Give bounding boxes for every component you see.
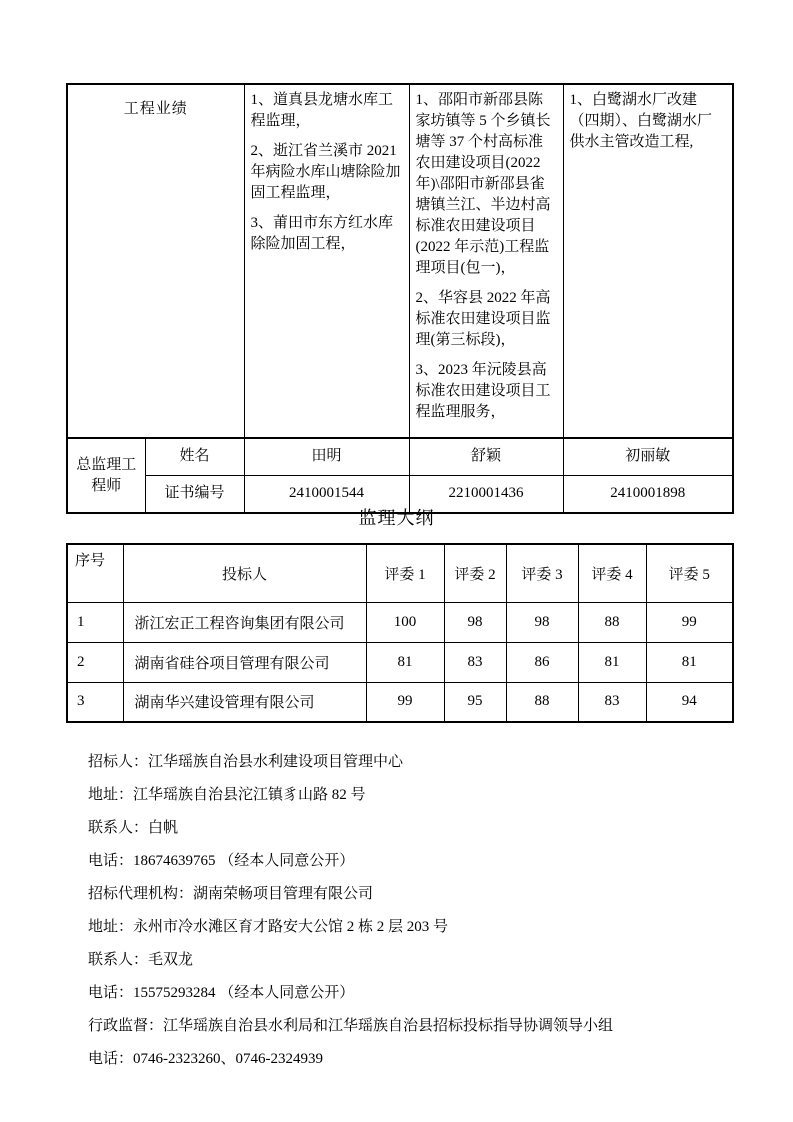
performance-label: 工程业绩 — [67, 84, 244, 438]
chief-name-row — [67, 438, 733, 475]
section-title: 监理大纲 — [358, 508, 435, 528]
score-value: 88 — [578, 602, 646, 642]
project-item: 2、华容县 2022 年高标准农田建设项目监理(第三标段)， — [415, 290, 551, 348]
index-header: 序号 — [67, 544, 123, 602]
tenderer-phone-line: 电话：18674639765 （经本人同意公开） — [88, 853, 355, 869]
chief-engineer-label: 总监理工程师 — [67, 438, 145, 513]
performance-cell-bidder-2 — [409, 84, 563, 438]
judge-header-1: 评委 1 — [366, 544, 444, 602]
performance-table — [66, 83, 734, 514]
bidder-name: 湖南华兴建设管理有限公司 — [123, 682, 366, 722]
score-value: 81 — [366, 642, 444, 682]
score-value: 88 — [506, 682, 578, 722]
certificate-number: 2410001898 — [563, 475, 733, 513]
project-item: 1、邵阳市新邵县陈家坊镇等 5 个乡镇长塘等 37 个村高标准农田建设项目(2022 年)\邵阳市新邵县雀塘镇兰江、半边村高标准农田建设项目(2022 年示范)工程监理项目(包一)， — [415, 92, 551, 276]
score-value: 83 — [578, 682, 646, 722]
score-value: 99 — [646, 602, 733, 642]
agency-address-line: 地址：永州市冷水滩区育才路安大公馆 2 栋 2 层 203 号 — [88, 919, 449, 935]
certificate-number: 2210001436 — [409, 475, 563, 513]
score-value: 86 — [506, 642, 578, 682]
score-table-header-row — [67, 544, 733, 602]
bidder-name: 浙江宏正工程咨询集团有限公司 — [123, 602, 366, 642]
certificate-number: 2410001544 — [244, 475, 409, 513]
score-value: 95 — [444, 682, 506, 722]
bidder-name: 湖南省硅谷项目管理有限公司 — [123, 642, 366, 682]
row-index: 2 — [67, 642, 123, 682]
agency-line: 招标代理机构：湖南荣畅项目管理有限公司 — [88, 886, 374, 902]
supervision-line: 行政监督：江华瑶族自治县水利局和江华瑶族自治县招标投标指导协调领导小组 — [88, 1018, 614, 1034]
score-value: 83 — [444, 642, 506, 682]
project-item: 1、道真县龙塘水库工程监理， — [250, 92, 394, 129]
tenderer-address-line: 地址：江华瑶族自治县沱江镇豸山路 82 号 — [88, 787, 366, 803]
project-item: 3、莆田市东方红水库除险加固工程， — [250, 215, 394, 252]
chief-name: 舒颖 — [409, 438, 563, 475]
judge-header-4: 评委 4 — [578, 544, 646, 602]
performance-row — [67, 84, 733, 438]
judge-header-3: 评委 3 — [506, 544, 578, 602]
agency-phone-line: 电话：15575293284 （经本人同意公开） — [88, 985, 355, 1001]
table-row — [67, 642, 733, 682]
project-item: 1、白鹭湖水厂改建（四期）、白鹭湖水厂供水主管改造工程, — [569, 92, 713, 150]
tenderer-line: 招标人：江华瑶族自治县水利建设项目管理中心 — [88, 754, 404, 770]
row-index: 1 — [67, 602, 123, 642]
row-index: 3 — [67, 682, 123, 722]
score-value: 94 — [646, 682, 733, 722]
table-row — [67, 602, 733, 642]
score-table — [66, 543, 734, 723]
name-row-label: 姓名 — [145, 438, 244, 475]
performance-cell-bidder-1 — [244, 84, 409, 438]
certificate-row-label: 证书编号 — [145, 475, 244, 513]
project-item: 2、逝江省兰溪市 2021 年病险水库山塘除险加固工程监理， — [250, 143, 401, 201]
score-value: 100 — [366, 602, 444, 642]
performance-cell-bidder-3 — [563, 84, 733, 438]
score-value: 98 — [506, 602, 578, 642]
judge-header-5: 评委 5 — [646, 544, 733, 602]
chief-name: 田明 — [244, 438, 409, 475]
bidder-header: 投标人 — [123, 544, 366, 602]
score-value: 81 — [646, 642, 733, 682]
contact-info-block — [88, 746, 738, 1076]
table-row — [67, 682, 733, 722]
score-value: 99 — [366, 682, 444, 722]
chief-name: 初丽敏 — [563, 438, 733, 475]
tenderer-contact-line: 联系人：白帆 — [88, 820, 179, 836]
supervision-phone-line: 电话：0746-2323260、0746-2324939 — [88, 1051, 323, 1067]
project-item: 3、2023 年沅陵县高标准农田建设项目工程监理服务， — [415, 362, 551, 420]
judge-header-2: 评委 2 — [444, 544, 506, 602]
score-value: 81 — [578, 642, 646, 682]
score-value: 98 — [444, 602, 506, 642]
agency-contact-line: 联系人：毛双龙 — [88, 952, 194, 968]
